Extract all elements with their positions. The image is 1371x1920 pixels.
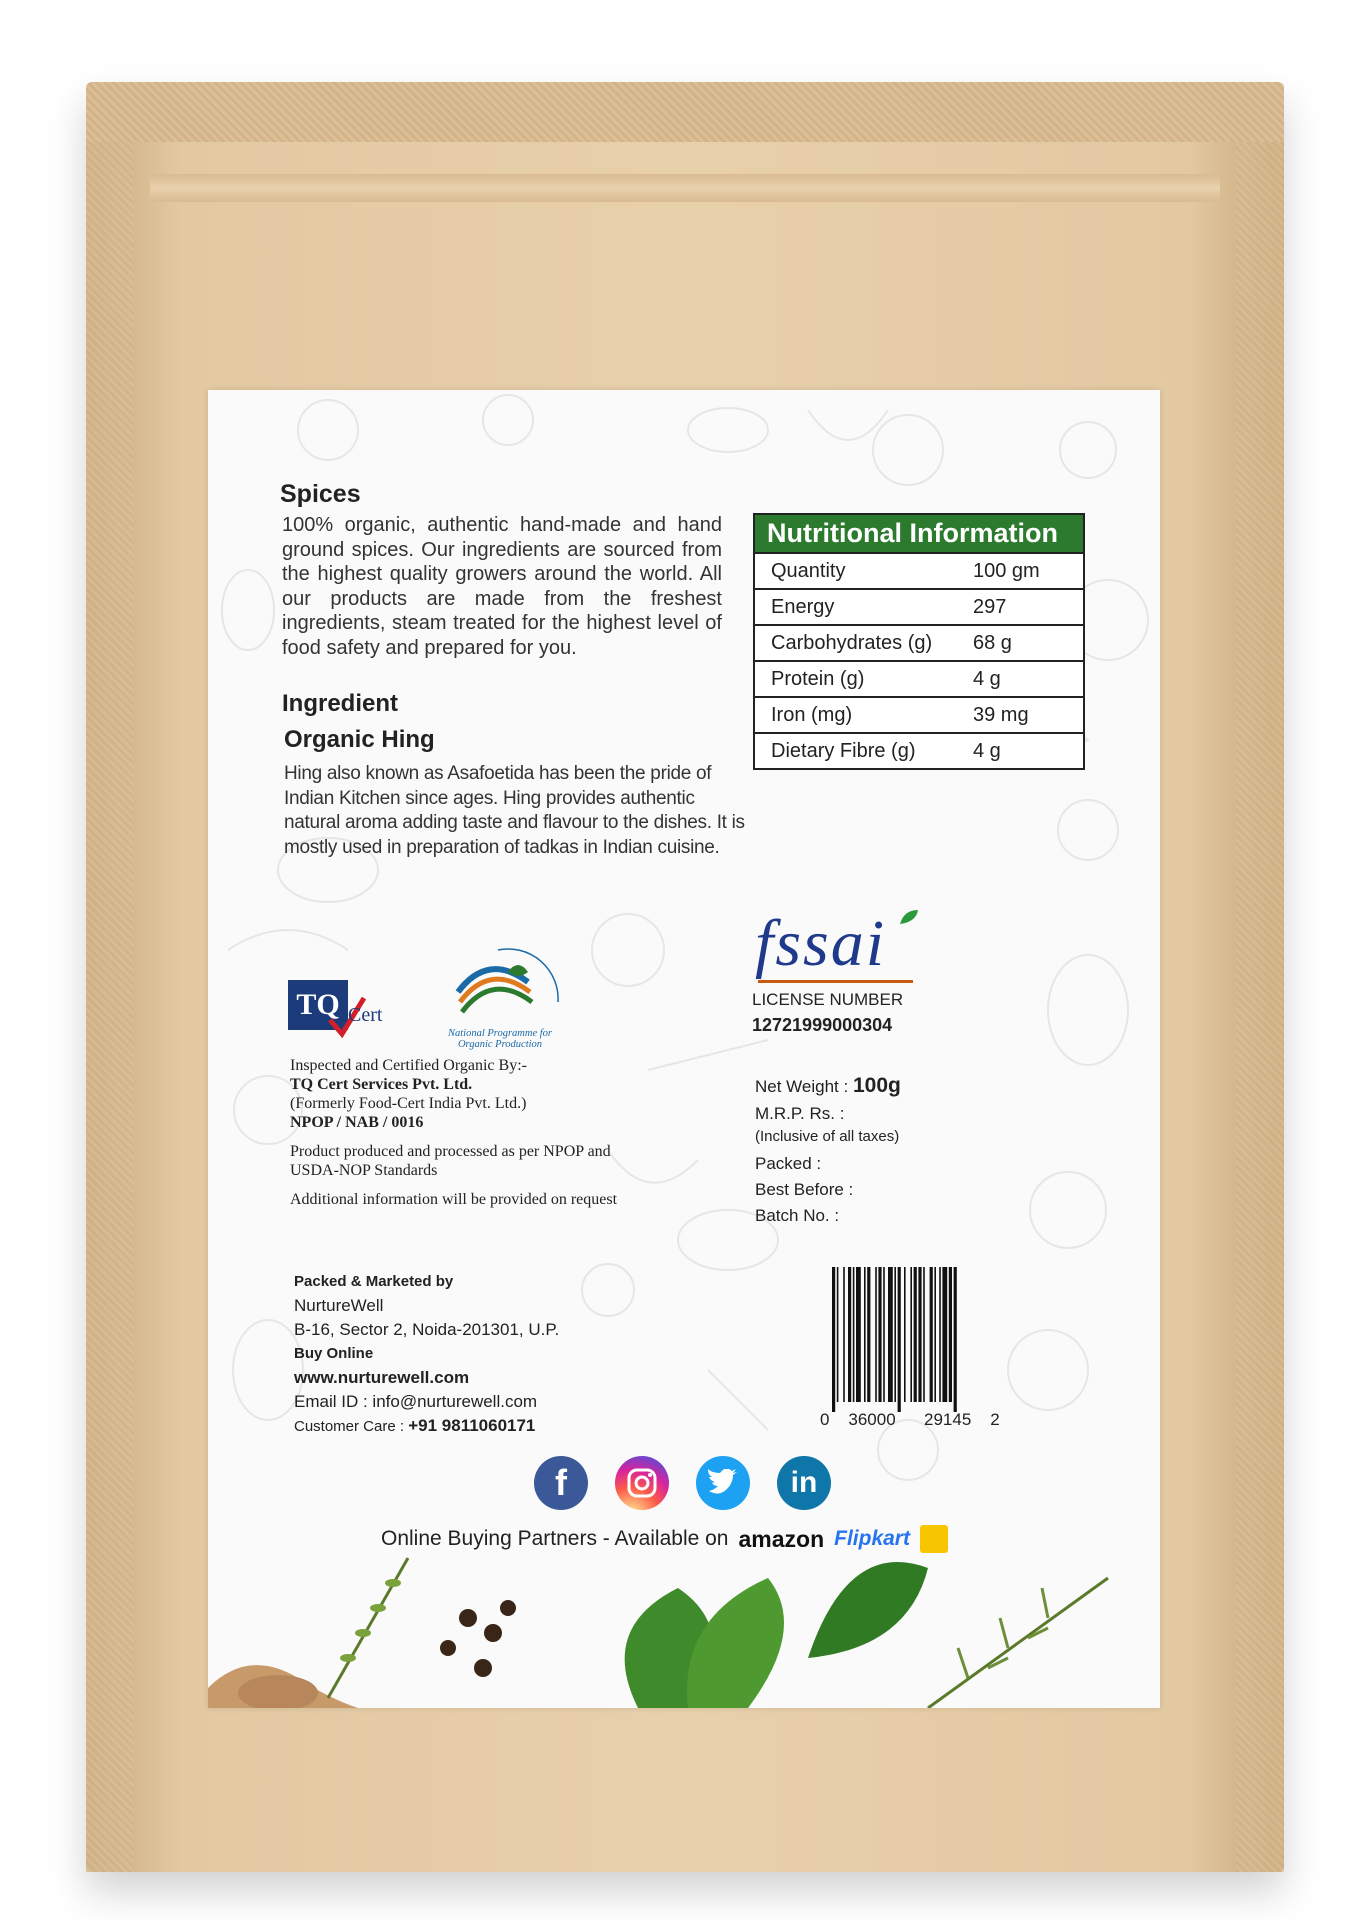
cert-line: Product produced and processed as per NPOP and USDA-NOP Standards	[290, 1143, 611, 1179]
best-before-label: Best Before :	[755, 1180, 854, 1199]
email-link[interactable]: info@nurturewell.com	[372, 1392, 538, 1411]
nutrition-label: Dietary Fibre (g)	[771, 739, 916, 762]
website-link[interactable]: www.nurturewell.com	[294, 1368, 470, 1387]
barcode-bar	[888, 1267, 893, 1402]
barcode-bar	[942, 1267, 947, 1402]
barcode-digit-group: 36000	[848, 1410, 896, 1429]
nutrition-value: 4 g	[973, 739, 1001, 762]
barcode-bar	[848, 1267, 851, 1402]
barcode-bar	[910, 1267, 912, 1402]
spices-heading: Spices	[280, 480, 361, 508]
product-label	[208, 390, 1160, 1708]
spices-description: 100% organic, authentic hand-made and hand ground spices. Our ingredients are sourced from the highest quality growers around the world. All our products are made from the freshest ingredients, steam treated for the highest level of food safety and prepared for you.	[282, 514, 722, 659]
net-weight	[755, 1074, 901, 1098]
nutrition-label: Iron (mg)	[771, 703, 853, 726]
social-icons	[534, 1456, 831, 1510]
nutrition-row	[755, 588, 1083, 624]
herbs-illustration	[208, 1518, 1160, 1708]
barcode-bar	[934, 1267, 936, 1402]
barcode-bar	[883, 1267, 885, 1402]
barcode-bar	[843, 1267, 845, 1402]
ingredient-name: Organic Hing	[284, 726, 435, 753]
mrp-inclusive-note: (Inclusive of all taxes)	[755, 1128, 900, 1145]
barcode-digits	[820, 1410, 1015, 1430]
barcode-bar	[918, 1267, 921, 1402]
pouch-edge-right	[1236, 142, 1284, 1872]
barcode-bar	[856, 1267, 861, 1402]
nutrition-row	[755, 660, 1083, 696]
nutrition-label: Carbohydrates (g)	[771, 631, 933, 654]
barcode-bar	[837, 1267, 839, 1402]
nutrition-row	[755, 732, 1083, 768]
nutrition-row	[755, 696, 1083, 732]
ingredient-heading: Ingredient	[282, 690, 399, 717]
cert-line: Inspected and Certified Organic By:-	[290, 1057, 527, 1074]
customer-care-label: Customer Care :	[294, 1418, 405, 1435]
barcode-bar	[875, 1267, 877, 1402]
nutrition-title: Nutritional Information	[755, 515, 1083, 552]
buy-online-label: Buy Online	[294, 1345, 374, 1362]
barcode-bar	[930, 1267, 933, 1402]
npop-caption: National Programme for Organic Production	[447, 1028, 553, 1050]
nutrition-label: Quantity	[771, 559, 846, 582]
mrp-label: M.R.P. Rs. :	[755, 1104, 845, 1123]
barcode-digit-group: 2	[990, 1410, 1000, 1429]
facebook-icon[interactable]: f	[534, 1456, 588, 1510]
license-number: 12721999000304	[752, 1015, 893, 1035]
barcode-bar	[923, 1267, 925, 1402]
ingredient-description: Hing also known as Asafoetida has been the pride of Indian Kitchen since ages. Hing provides authentic natural aroma adding taste and flavour to the dishes. It is mostly used in preparation of tadkas in Indian cuisine.	[284, 763, 745, 858]
pouch-zip-band	[86, 82, 1284, 142]
barcode-bar	[867, 1267, 870, 1402]
net-weight-label: Net Weight :	[755, 1077, 849, 1096]
customer-care-number: +91 9811060171	[408, 1416, 536, 1435]
cert-line: NPOP / NAB / 0016	[290, 1114, 424, 1131]
email-label: Email ID :	[294, 1392, 368, 1411]
barcode-bar	[894, 1267, 896, 1402]
nutrition-label: Protein (g)	[771, 667, 865, 690]
barcode-digit-group: 0	[820, 1410, 830, 1429]
nutrition-value: 39 mg	[973, 703, 1029, 726]
nutrition-value: 4 g	[973, 667, 1001, 690]
partners-text: Online Buying Partners - Available on	[381, 1527, 729, 1550]
barcode-bar	[914, 1267, 917, 1402]
barcode-bar	[832, 1267, 835, 1412]
linkedin-icon[interactable]: in	[777, 1456, 831, 1510]
nutrition-value: 100 gm	[973, 559, 1040, 582]
india-organic-logo	[438, 932, 568, 1042]
amazon-logo[interactable]: amazon	[738, 1525, 825, 1552]
instagram-icon[interactable]	[615, 1456, 669, 1510]
pouch-seal	[150, 174, 1220, 202]
tq-cert-logo: TQ	[288, 980, 348, 1030]
fssai-leaf-icon	[898, 908, 920, 926]
certification-text	[290, 1056, 630, 1209]
packed-label: Packed :	[755, 1154, 822, 1173]
company-name: NurtureWell	[294, 1296, 384, 1315]
barcode	[830, 1267, 998, 1412]
barcode-bar	[939, 1267, 941, 1402]
customer-care-line	[294, 1414, 634, 1439]
flipkart-logo[interactable]: Flipkart	[834, 1527, 910, 1550]
nutrition-row	[755, 552, 1083, 588]
twitter-icon[interactable]	[696, 1456, 750, 1510]
barcode-bar	[898, 1267, 901, 1412]
net-weight-value: 100g	[852, 1074, 901, 1097]
nutrition-row	[755, 624, 1083, 660]
company-address: B-16, Sector 2, Noida-201301, U.P.	[294, 1320, 560, 1339]
cert-line: Additional information will be provided on request	[290, 1191, 618, 1208]
fssai-logo: fssai	[755, 907, 887, 980]
packer-details	[294, 1270, 634, 1439]
nutrition-table	[753, 513, 1085, 770]
license-label: LICENSE NUMBER	[752, 990, 904, 1009]
fssai-underline	[758, 980, 913, 983]
barcode-bar	[904, 1267, 906, 1402]
nutrition-value: 297	[973, 595, 1007, 618]
barcode-bar	[853, 1267, 855, 1402]
nutrition-value: 68 g	[973, 631, 1012, 654]
nutrition-label: Energy	[771, 595, 835, 618]
email-line	[294, 1390, 634, 1414]
barcode-bar	[878, 1267, 881, 1402]
batch-label: Batch No. :	[755, 1206, 840, 1225]
barcode-bar	[949, 1267, 952, 1402]
barcode-digit-group: 29145	[924, 1410, 972, 1429]
pouch-edge-left	[86, 142, 134, 1872]
barcode-bar	[864, 1267, 866, 1402]
barcode-bar	[954, 1267, 957, 1412]
cert-line: (Formerly Food-Cert India Pvt. Ltd.)	[290, 1095, 527, 1112]
cert-line: TQ Cert Services Pvt. Ltd.	[290, 1076, 473, 1093]
packer-heading: Packed & Marketed by	[294, 1273, 454, 1290]
tq-cert-wordmark: Cert	[348, 1004, 383, 1026]
